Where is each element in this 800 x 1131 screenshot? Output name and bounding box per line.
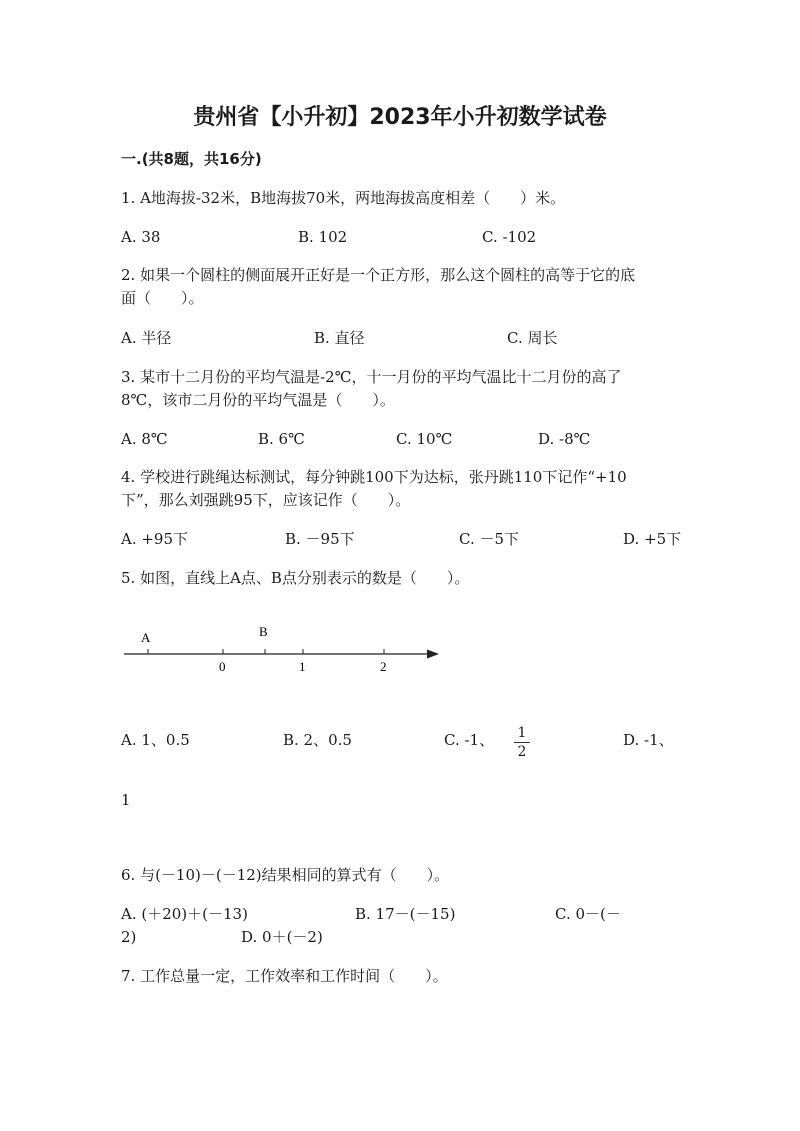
question-6-stem: 6. 与(－10)－(－12)结果相同的算式有（ ）。 xyxy=(121,866,450,884)
question-5-option-d-wrap: 1 xyxy=(121,791,131,809)
question-4-option-a: A. +95下 xyxy=(121,530,189,548)
question-5-stem: 5. 如图，直线上A点、B点分别表示的数是（ ）。 xyxy=(121,569,470,587)
question-6-option-a: A. (＋20)＋(－13) xyxy=(121,905,248,923)
question-1-option-c: C. -102 xyxy=(482,228,537,246)
question-6-option-d: D. 0＋(－2) xyxy=(241,928,323,946)
question-2-option-a: A. 半径 xyxy=(121,329,172,347)
question-4-option-d: D. +5下 xyxy=(623,530,682,548)
question-2-stem-line-2: 面（ ）。 xyxy=(121,289,204,307)
question-3-stem-line-1: 3. 某市十二月份的平均气温是-2℃，十一月份的平均气温比十二月份的高了 xyxy=(121,368,622,386)
fraction-numerator: 1 xyxy=(517,725,527,741)
tick-label-2: 2 xyxy=(380,659,387,674)
label-b: B xyxy=(259,624,268,639)
question-5-option-b: B. 2、0.5 xyxy=(283,731,352,749)
question-3-option-d: D. -8℃ xyxy=(538,430,591,448)
question-6-option-c-wrap: 2) xyxy=(121,928,137,946)
question-3-option-a: A. 8℃ xyxy=(121,430,168,448)
question-4-stem-line-1: 4. 学校进行跳绳达标测试，每分钟跳100下为达标，张丹跳110下记作“+10 xyxy=(121,468,627,486)
page-title: 贵州省【小升初】2023年小升初数学试卷 xyxy=(193,105,607,130)
question-5-option-d: D. -1、 xyxy=(623,731,674,749)
tick-label-0: 0 xyxy=(219,659,226,674)
question-3-stem-line-2: 8℃，该市二月份的平均气温是（ ）。 xyxy=(121,391,395,409)
question-2-stem-line-1: 2. 如果一个圆柱的侧面展开正好是一个正方形，那么这个圆柱的高等于它的底 xyxy=(121,266,636,284)
number-line-figure xyxy=(121,620,443,674)
question-6-option-c: C. 0－(－ xyxy=(555,905,621,923)
fraction-denominator: 2 xyxy=(517,744,527,760)
question-1-stem: 1. A地海拔-32米，B地海拔70米，两地海拔高度相差（ ）米。 xyxy=(121,189,566,207)
question-7-stem: 7. 工作总量一定，工作效率和工作时间（ ）。 xyxy=(121,967,448,985)
label-a: A xyxy=(141,630,151,645)
question-4-option-b: B. －95下 xyxy=(285,530,355,548)
section-heading: 一.(共8题，共16分) xyxy=(121,150,262,168)
fraction-bar xyxy=(514,742,530,743)
question-6-option-b: B. 17－(－15) xyxy=(355,905,456,923)
question-3-option-c: C. 10℃ xyxy=(396,430,453,448)
question-1-option-b: B. 102 xyxy=(298,228,348,246)
question-3-option-b: B. 6℃ xyxy=(258,430,305,448)
tick-label-1: 1 xyxy=(299,659,306,674)
question-5-option-a: A. 1、0.5 xyxy=(121,731,190,749)
arrow-right-icon xyxy=(427,650,439,659)
question-5-option-c: C. -1、 xyxy=(444,731,495,749)
fraction-one-half xyxy=(512,726,532,759)
question-1-option-a: A. 38 xyxy=(121,228,161,246)
question-2-option-b: B. 直径 xyxy=(314,329,365,347)
question-4-stem-line-2: 下”，那么刘强跳95下，应该记作（ ）。 xyxy=(121,491,411,509)
question-2-option-c: C. 周长 xyxy=(507,329,558,347)
question-4-option-c: C. －5下 xyxy=(459,530,520,548)
